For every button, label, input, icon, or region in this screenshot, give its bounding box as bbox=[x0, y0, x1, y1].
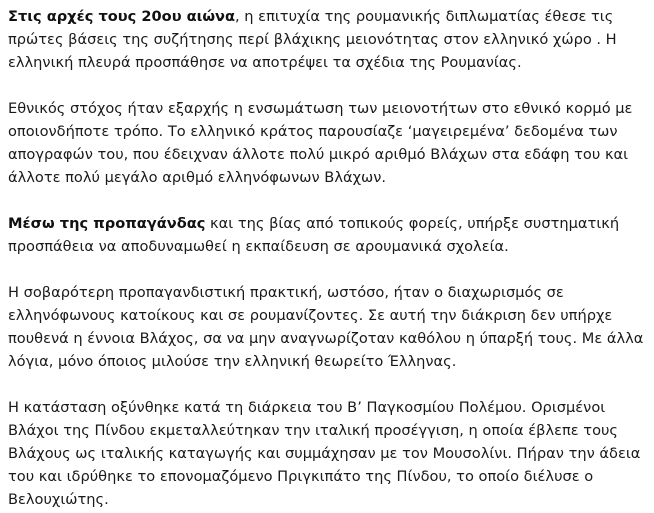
paragraph-5-text: Η κατάσταση οξύνθηκε κατά τη διάρκεια του Β’ Παγκοσμίου Πολέμου. Ορισμένοι Βλάχοι της Πίνδου εκμεταλλεύτηκαν την ιταλική προσέγγιση, η οποία έβλεπε τους Βλάχους ως ιταλικής καταγωγής και συμμάχησαν με τον Μουσολίνι. Πήραν την άδεια του και ιδρύθηκε το επονομαζόμενο Πριγκιπάτο της Πίνδου, το οποίο διέλυσε ο Βελουχιώτης. bbox=[8, 399, 641, 508]
paragraph-2 bbox=[8, 97, 648, 189]
paragraph-1 bbox=[8, 5, 648, 74]
paragraph-4 bbox=[8, 281, 648, 373]
article-body bbox=[8, 5, 648, 511]
paragraph-1-text: , η επιτυχία της ρουμανικής διπλωματίας έθεσε τις πρώτες βάσεις της συζήτησης περί βλάχικης μειονότητας στον ελληνικό χώρο . Η ελληνική πλευρά προσπάθησε να αποτρέψει τα σχέδια της Ρουμανίας. bbox=[8, 8, 617, 71]
paragraph-3-bold-lead: Μέσω της προπαγάνδας bbox=[8, 215, 206, 232]
paragraph-3-text: και της βίας από τοπικούς φορείς, υπήρξε συστηματική προσπάθεια να αποδυναμωθεί η εκπαίδευση σε αρουμανικά σχολεία. bbox=[8, 215, 620, 255]
paragraph-2-text: Εθνικός στόχος ήταν εξαρχής η ενσωμάτωση των μειονοτήτων στο εθνικό κορμό με οποιονδήποτε τρόπο. Το ελληνικό κράτος παρουσίαζε ‘μαγειρεμένα’ δεδομένα των απογραφών του, που έδειχναν άλλοτε πολύ μικρό αριθμό Βλάχων στα εδάφη του και άλλοτε πολύ μεγάλο αριθμό ελληνόφωνων Βλάχων. bbox=[8, 100, 633, 186]
paragraph-4-text: Η σοβαρότερη προπαγανδιστική πρακτική, ωστόσο, ήταν ο διαχωρισμός σε ελληνόφωνους κατοίκους και σε ρουμανίζοντες. Σε αυτή την διάκριση δεν υπήρχε πουθενά η έννοια Βλάχος, σα να μην αναγνωρίζοταν καθόλου η ύπαρξή τους. Με άλλα λόγια, μόνο όποιος μιλούσε την ελληνική θεωρείτο Έλληνας. bbox=[8, 284, 644, 370]
paragraph-5 bbox=[8, 396, 648, 511]
paragraph-3 bbox=[8, 212, 648, 258]
paragraph-1-bold-lead: Στις αρχές τους 20ου αιώνα bbox=[8, 8, 236, 25]
